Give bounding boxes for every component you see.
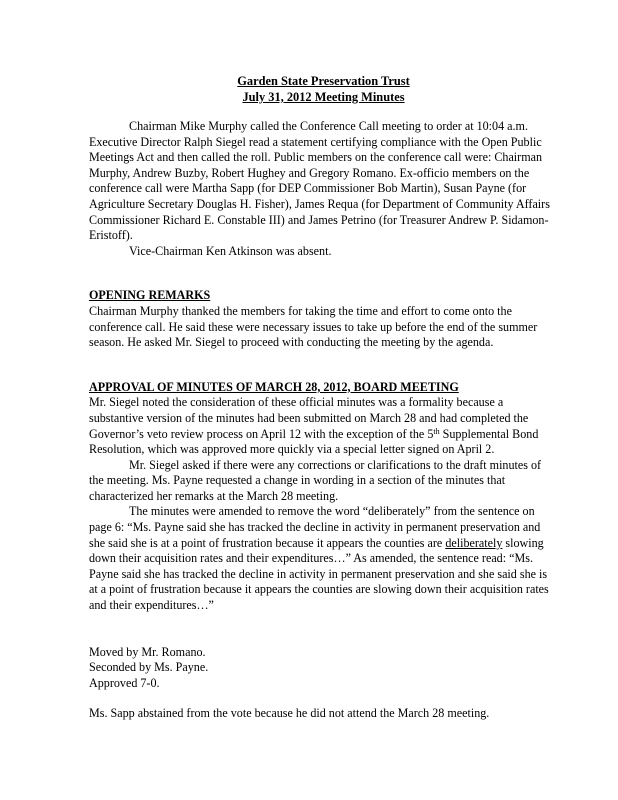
- intro-paragraph-2: Vice-Chairman Ken Atkinson was absent.: [129, 243, 332, 258]
- title-line-2: July 31, 2012 Meeting Minutes: [242, 90, 405, 104]
- approval-p1-text-b: Supplemental Bond Resolution, which was approved more quickly via a special letter signed on April 2.: [89, 426, 539, 457]
- opening-remarks-text: Chairman Murphy thanked the members for taking the time and effort to come onto the conference call. He said these were necessary issues to take up before the end of the summer season. He asked Mr. Siegel to proceed with conducting the meeting by the agenda.: [89, 303, 538, 350]
- spacer: [89, 614, 558, 645]
- approval-paragraph-3: [89, 504, 558, 613]
- moved-line: Moved by Mr. Romano.: [89, 644, 206, 659]
- approval-p1-text-a: Mr. Siegel noted the consideration of these official minutes was a formality because a substantive version of the minutes had been submitted on March 28 and had completed the Governor’s veto review process on April 12 with the exception of the 5: [89, 395, 529, 441]
- underlined-word: deliberately: [445, 535, 503, 550]
- approval-p3-text-a: The minutes were amended to remove the word “deliberately” from the sentence on page 6: “Ms. Payne said she has tracked the decline in activity in permanent preservation and she said she is at a point of frustration because it appears the counties are: [89, 504, 541, 550]
- approval-paragraph-1: [89, 395, 558, 457]
- approval-minutes-heading: APPROVAL OF MINUTES OF MARCH 28, 2012, BOARD MEETING: [89, 379, 459, 394]
- title-line-1: Garden State Preservation Trust: [237, 74, 410, 88]
- seconded-line: Seconded by Ms. Payne.: [89, 660, 209, 675]
- abstained-line: Ms. Sapp abstained from the vote because he did not attend the March 28 meeting.: [89, 706, 490, 721]
- spacer: [89, 691, 558, 706]
- document-title: [89, 73, 558, 105]
- approved-line: Approved 7-0.: [89, 675, 160, 690]
- approval-p3-text-b: slowing down their acquisition rates and their expenditures…” As amended, the sentence read: “Ms. Payne said she has tracked the decline in activity in permanent preservation and she said she is at a point of frustration because it appears the counties are slowing down their acquisition rates and their expenditures…”: [89, 535, 549, 613]
- approval-paragraph-2: Mr. Siegel asked if there were any corrections or clarifications to the draft minutes of the meeting. Ms. Payne requested a change in wording in a section of the minutes that characterized her remarks at the March 28 meeting.: [89, 457, 542, 503]
- intro-paragraph-1: Chairman Mike Murphy called the Conference Call meeting to order at 10:04 a.m. Executive Director Ralph Siegel read a statement certifying compliance with the Open Public Meetings Act and then called the roll. Public members on the conference call were: Chairman Murphy, Andrew Buzby, Robert Hughey and Gregory Romano. Ex-officio members on the conference call were Martha Sapp (for DEP Commissioner Bob Martin), Susan Payne (for Agriculture Secretary Douglas H. Fisher), James Requa (for Department of Community Affairs Commissioner Richard E. Constable III) and James Petrino (for Treasurer Andrew P. Sidamon-Eristoff).: [89, 119, 550, 243]
- ordinal-suffix: th: [433, 426, 440, 436]
- opening-remarks-heading: OPENING REMARKS: [89, 288, 211, 303]
